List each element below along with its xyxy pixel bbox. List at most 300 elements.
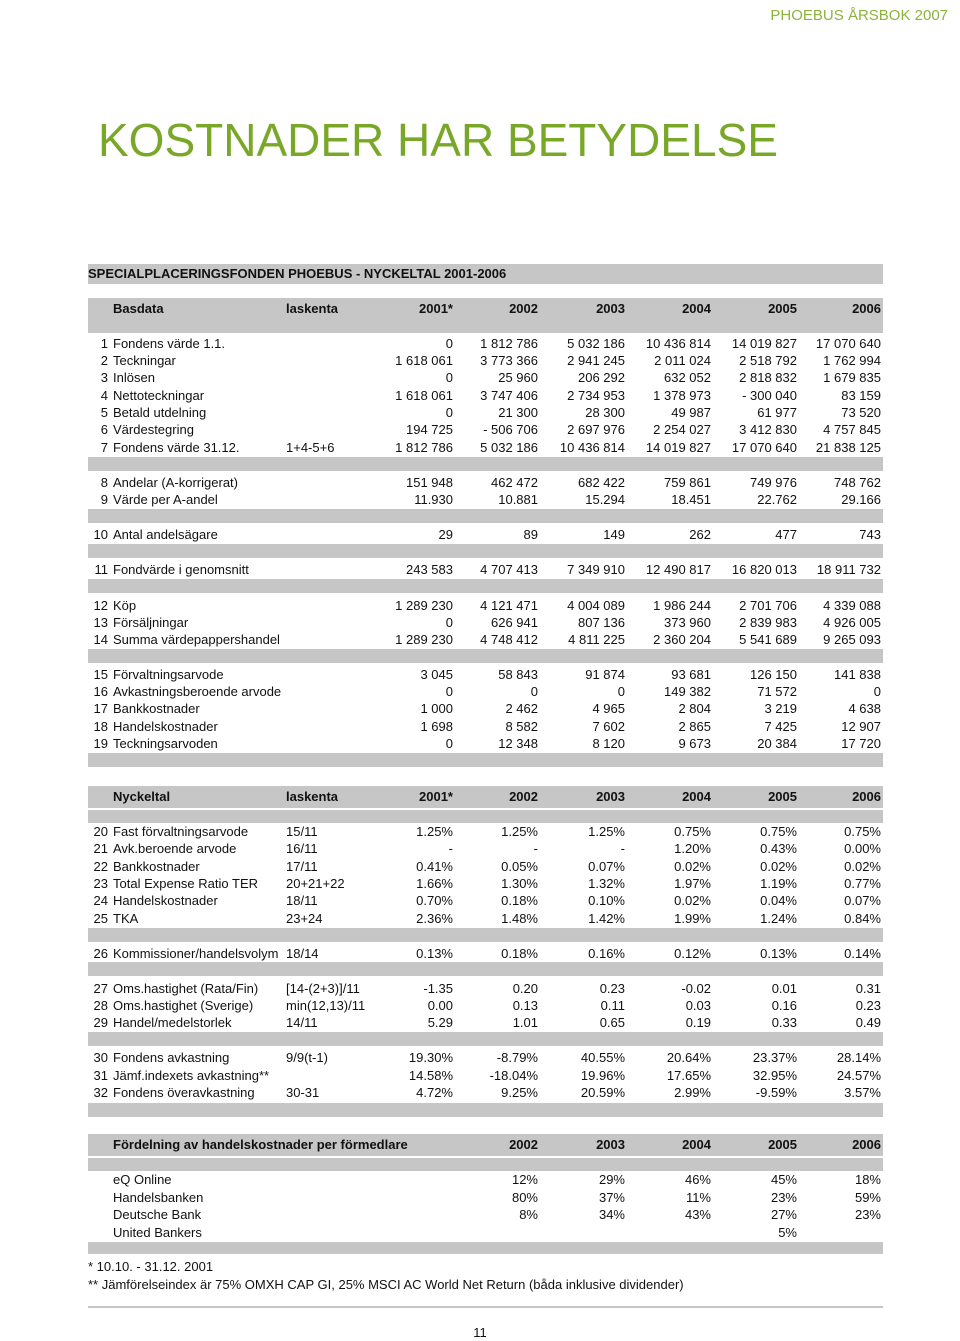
broker-row xyxy=(88,1171,883,1188)
row-value: 0 xyxy=(617,684,625,699)
row-value: 206 292 xyxy=(578,370,625,385)
broker-name: eQ Online xyxy=(113,1172,172,1187)
basdata-row xyxy=(88,369,883,386)
row-value: 28.14% xyxy=(836,1050,881,1065)
row-value: - 300 040 xyxy=(742,388,797,403)
row-value: 0.12% xyxy=(674,946,711,961)
row-formula: 17/11 xyxy=(286,859,318,874)
header-year: 2002 xyxy=(509,789,538,804)
row-value: 1.48% xyxy=(501,911,538,926)
row-number: 2 xyxy=(100,353,108,368)
row-value: 11.930 xyxy=(414,492,453,507)
row-value: -0.02 xyxy=(681,981,711,996)
row-number: 7 xyxy=(100,440,108,455)
broker-name: Deutsche Bank xyxy=(113,1207,202,1222)
row-value: 4 638 xyxy=(848,701,881,716)
header-formula: laskenta xyxy=(286,789,339,804)
header-year: 2002 xyxy=(509,1137,538,1152)
page-title: KOSTNADER HAR BETYDELSE xyxy=(98,114,778,166)
row-value: 1 698 xyxy=(420,719,453,734)
header-formula: laskenta xyxy=(286,301,339,316)
row-value: 12 907 xyxy=(841,719,881,734)
row-value: 748 762 xyxy=(834,475,881,490)
nyckeltal-row xyxy=(88,910,883,927)
row-value: 0.18% xyxy=(501,893,538,908)
row-value: 0 xyxy=(445,370,453,385)
row-value: 2 011 024 xyxy=(654,353,711,368)
row-value: 4 121 471 xyxy=(480,598,538,613)
row-value: 1 986 244 xyxy=(653,598,711,613)
row-value: -8.79% xyxy=(496,1050,538,1065)
row-value: 16 820 013 xyxy=(731,562,797,577)
header-year: 2005 xyxy=(768,301,797,316)
basdata-row xyxy=(88,735,883,752)
row-formula: 1+4-5+6 xyxy=(286,440,335,455)
row-value: 9 673 xyxy=(678,736,711,751)
row-value: 17 070 640 xyxy=(815,336,881,351)
row-value: 8 120 xyxy=(592,736,625,751)
row-value: 40.55% xyxy=(580,1050,625,1065)
row-value: 373 960 xyxy=(664,615,711,630)
row-label: Avkastningsberoende arvode xyxy=(113,684,282,699)
broker-row xyxy=(88,1224,883,1241)
row-value: 2 734 953 xyxy=(567,388,625,403)
basdata-row xyxy=(88,614,883,631)
row-label: Förvaltningsarvode xyxy=(113,667,224,682)
row-value: 1 618 061 xyxy=(395,353,453,368)
row-number: 29 xyxy=(93,1015,108,1030)
broker-share: 45% xyxy=(770,1172,797,1187)
row-value: 0.07% xyxy=(844,893,881,908)
row-value: 15.294 xyxy=(585,492,625,507)
header-year: 2005 xyxy=(768,789,797,804)
basdata-row xyxy=(88,404,883,421)
row-value: 8 582 xyxy=(505,719,538,734)
row-label: Jämf.indexets avkastning** xyxy=(113,1068,270,1083)
row-value: 4 707 413 xyxy=(480,562,538,577)
row-value: 9.25% xyxy=(501,1085,538,1100)
broker-share: 23% xyxy=(854,1207,881,1222)
row-value: 0.23 xyxy=(855,998,881,1013)
row-value: 2 941 245 xyxy=(567,353,625,368)
header-label: Nyckeltal xyxy=(113,789,171,804)
header-year: 2006 xyxy=(852,789,881,804)
row-label: Kommissioner/handelsvolym xyxy=(113,946,279,961)
row-value: 0.77% xyxy=(844,876,881,891)
grey-band xyxy=(88,810,883,823)
row-value: 10 436 814 xyxy=(645,336,711,351)
row-value: 262 xyxy=(689,527,711,542)
header-year: 2006 xyxy=(852,301,881,316)
row-value: 0.16% xyxy=(588,946,625,961)
row-value: 12 348 xyxy=(498,736,538,751)
row-value: 141 838 xyxy=(834,667,881,682)
row-value: 4.72% xyxy=(416,1085,453,1100)
row-value: 29.166 xyxy=(841,492,881,507)
row-value: 682 422 xyxy=(578,475,625,490)
header-year: 2003 xyxy=(596,301,625,316)
row-value: 83 159 xyxy=(841,388,881,403)
row-value: 1.30% xyxy=(501,876,538,891)
row-value: 0.02% xyxy=(760,859,797,874)
row-label: Bankkostnader xyxy=(113,859,200,874)
brokers-header xyxy=(88,1134,883,1156)
row-value: 19.30% xyxy=(408,1050,453,1065)
row-number: 12 xyxy=(93,598,108,613)
row-value: 1 618 061 xyxy=(395,388,453,403)
nyckeltal-header xyxy=(88,786,883,808)
row-value: 0.11 xyxy=(600,998,625,1013)
row-label: Fondens överavkastning xyxy=(113,1085,255,1100)
row-value: 0.05% xyxy=(501,859,538,874)
row-label: TKA xyxy=(113,911,139,926)
row-label: Betald utdelning xyxy=(113,405,207,420)
row-value: 3.57% xyxy=(844,1085,881,1100)
row-label: Nettoteckningar xyxy=(113,388,205,403)
nyckeltal-row xyxy=(88,823,883,840)
row-value: 4 004 089 xyxy=(567,598,625,613)
row-value: 17 070 640 xyxy=(731,440,797,455)
row-value: 0 xyxy=(445,336,453,351)
row-value: 24.57% xyxy=(836,1068,881,1083)
basdata-row xyxy=(88,474,883,491)
basdata-row xyxy=(88,561,883,578)
header-year: 2001* xyxy=(419,301,453,316)
row-number: 6 xyxy=(100,422,108,437)
basdata-row xyxy=(88,335,883,352)
row-formula: 9/9(t-1) xyxy=(286,1050,328,1065)
row-label: Handel/medelstorlek xyxy=(113,1015,232,1030)
row-value: 1.01 xyxy=(512,1015,538,1030)
row-value: 0 xyxy=(873,684,881,699)
nyckeltal-row xyxy=(88,1084,883,1101)
broker-row xyxy=(88,1189,883,1206)
broker-name: United Bankers xyxy=(113,1225,202,1240)
row-value: 4 757 845 xyxy=(823,422,881,437)
row-label: Oms.hastighet (Rata/Fin) xyxy=(113,981,259,996)
grey-band xyxy=(88,649,883,663)
basdata-row xyxy=(88,666,883,683)
row-value: 5 032 186 xyxy=(567,336,625,351)
row-value: 28 300 xyxy=(585,405,625,420)
row-value: 91 874 xyxy=(585,667,625,682)
row-label: Total Expense Ratio TER xyxy=(113,876,258,891)
row-value: 10.881 xyxy=(498,492,538,507)
row-value: 1.20% xyxy=(674,841,711,856)
row-value: 2 360 204 xyxy=(653,632,711,647)
basdata-row xyxy=(88,718,883,735)
row-value: 0.65 xyxy=(599,1015,625,1030)
header-year: 2004 xyxy=(682,301,711,316)
row-value: 17.65% xyxy=(666,1068,711,1083)
row-number: 22 xyxy=(93,859,108,874)
row-value: 19.96% xyxy=(580,1068,625,1083)
header-year: 2004 xyxy=(682,1137,711,1152)
row-value: 0.02% xyxy=(674,893,711,908)
row-value: 0.75% xyxy=(760,824,797,839)
row-value: 1.25% xyxy=(416,824,453,839)
header-label: Fördelning av handelskostnader per förmedlare xyxy=(113,1137,408,1152)
row-value: 18 911 732 xyxy=(816,562,881,577)
row-value: 23.37% xyxy=(752,1050,797,1065)
row-label: Andelar (A-korrigerat) xyxy=(113,475,238,490)
row-label: Handelskostnader xyxy=(113,893,218,908)
row-value: 14 019 827 xyxy=(645,440,711,455)
row-value: 0 xyxy=(445,615,453,630)
row-number: 10 xyxy=(93,527,108,542)
basdata-row xyxy=(88,526,883,543)
nyckeltal-row xyxy=(88,840,883,857)
row-value: 2 462 xyxy=(505,701,538,716)
basdata-row xyxy=(88,352,883,369)
row-value: 0.00% xyxy=(844,841,881,856)
row-value: 0.75% xyxy=(844,824,881,839)
row-value: 0.00 xyxy=(427,998,453,1013)
row-value: 3 747 406 xyxy=(480,388,538,403)
row-label: Antal andelsägare xyxy=(113,527,218,542)
page-number: 11 xyxy=(473,1325,487,1340)
row-number: 14 xyxy=(93,632,108,647)
row-value: 25 960 xyxy=(498,370,538,385)
broker-share: 43% xyxy=(684,1207,711,1222)
row-value: 1 762 994 xyxy=(823,353,881,368)
row-number: 21 xyxy=(93,841,108,856)
row-value: 0.16 xyxy=(771,998,797,1013)
row-value: 32.95% xyxy=(752,1068,797,1083)
row-value: 0.04% xyxy=(760,893,797,908)
grey-band xyxy=(88,1032,883,1046)
row-label: Värdestegring xyxy=(113,422,194,437)
row-label: Fondvärde i genomsnitt xyxy=(113,562,249,577)
row-value: 1 679 835 xyxy=(823,370,881,385)
row-formula: 18/14 xyxy=(286,946,319,961)
row-value: 1.25% xyxy=(501,824,538,839)
row-number: 17 xyxy=(93,701,108,716)
row-number: 15 xyxy=(93,667,108,682)
row-number: 30 xyxy=(93,1050,108,1065)
row-number: 16 xyxy=(93,684,108,699)
row-value: 1 812 786 xyxy=(480,336,538,351)
broker-name: Handelsbanken xyxy=(113,1190,204,1205)
row-value: 0.13% xyxy=(416,946,453,961)
row-value: 0.31 xyxy=(855,981,881,996)
row-value: 20 384 xyxy=(757,736,797,751)
row-value: 743 xyxy=(859,527,881,542)
row-value: 3 773 366 xyxy=(480,353,538,368)
row-value: 4 339 088 xyxy=(823,598,881,613)
row-number: 31 xyxy=(93,1068,108,1083)
white-gap xyxy=(88,284,883,297)
header-year: 2003 xyxy=(596,789,625,804)
row-number: 18 xyxy=(93,719,108,734)
row-label: Inlösen xyxy=(113,370,155,385)
basdata-row xyxy=(88,421,883,438)
row-label: Summa värdepappershandel xyxy=(113,632,280,647)
row-formula: 20+21+22 xyxy=(286,876,345,891)
row-value: 0.75% xyxy=(674,824,711,839)
row-value: 71 572 xyxy=(757,684,797,699)
row-value: 29 xyxy=(438,527,453,542)
row-value: 759 861 xyxy=(664,475,711,490)
row-value: 22.762 xyxy=(757,492,797,507)
row-formula: 16/11 xyxy=(286,841,318,856)
row-value: 3 219 xyxy=(764,701,797,716)
row-value: 0.84% xyxy=(844,911,881,926)
row-value: 93 681 xyxy=(671,667,711,682)
row-value: 807 136 xyxy=(578,615,625,630)
row-label: Teckningsarvoden xyxy=(113,736,218,751)
row-value: 1.99% xyxy=(674,911,711,926)
header-label: Basdata xyxy=(113,301,164,316)
row-value: 151 948 xyxy=(406,475,453,490)
row-value: 0.41% xyxy=(416,859,453,874)
grey-band xyxy=(88,1242,883,1254)
row-value: 0.02% xyxy=(844,859,881,874)
row-label: Handelskostnader xyxy=(113,719,218,734)
row-value: 89 xyxy=(523,527,538,542)
nyckeltal-row xyxy=(88,858,883,875)
row-value: 14 019 827 xyxy=(731,336,797,351)
row-number: 11 xyxy=(94,562,108,577)
row-value: 10 436 814 xyxy=(559,440,625,455)
row-number: 24 xyxy=(93,893,108,908)
row-label: Fondens värde 31.12. xyxy=(113,440,240,455)
grey-band xyxy=(88,457,883,471)
row-value: 1 289 230 xyxy=(395,632,453,647)
row-value: 149 382 xyxy=(664,684,711,699)
row-number: 3 xyxy=(100,370,108,385)
broker-share: 18% xyxy=(854,1172,881,1187)
basdata-row xyxy=(88,683,883,700)
nyckeltal-row xyxy=(88,1067,883,1084)
row-value: 1 289 230 xyxy=(395,598,453,613)
row-value: 4 926 005 xyxy=(823,615,881,630)
nyckeltal-row xyxy=(88,1049,883,1066)
row-formula: 18/11 xyxy=(286,893,318,908)
table-title: SPECIALPLACERINGSFONDEN PHOEBUS - NYCKELTAL 2001-2006 xyxy=(88,264,883,284)
row-label: Teckningar xyxy=(113,353,176,368)
row-label: Värde per A-andel xyxy=(113,492,218,507)
broker-share: 80% xyxy=(511,1190,538,1205)
row-number: 27 xyxy=(93,981,108,996)
row-number: 20 xyxy=(93,824,108,839)
row-value: 14.58% xyxy=(408,1068,453,1083)
row-value: -18.04% xyxy=(489,1068,538,1083)
nyckeltal-row xyxy=(88,997,883,1014)
row-number: 32 xyxy=(93,1085,108,1100)
row-value: 1.42% xyxy=(588,911,625,926)
grey-band xyxy=(88,544,883,558)
row-label: Köp xyxy=(113,598,137,613)
row-value: 61 977 xyxy=(757,405,797,420)
broker-share: 59% xyxy=(854,1190,881,1205)
row-value: 4 965 xyxy=(592,701,625,716)
row-value: 632 052 xyxy=(664,370,711,385)
nyckeltal-row xyxy=(88,892,883,909)
row-value: 0.18% xyxy=(501,946,538,961)
row-value: 5 541 689 xyxy=(739,632,797,647)
row-value: 2 804 xyxy=(678,701,711,716)
row-value: 7 425 xyxy=(764,719,797,734)
footer-divider xyxy=(88,1306,883,1308)
row-value: 2 518 792 xyxy=(739,353,797,368)
row-value: 20.64% xyxy=(666,1050,711,1065)
row-value: 49 987 xyxy=(671,405,711,420)
row-value: 1.32% xyxy=(588,876,625,891)
row-value: 243 583 xyxy=(406,562,453,577)
nyckeltal-row xyxy=(88,980,883,997)
nyckeltal-row xyxy=(88,945,883,962)
row-value: 0.49 xyxy=(855,1015,881,1030)
nyckeltal-row xyxy=(88,1014,883,1031)
row-value: 1 812 786 xyxy=(395,440,453,455)
row-value: 0.43% xyxy=(760,841,797,856)
header-year: 2006 xyxy=(852,1137,881,1152)
row-value: 0.07% xyxy=(588,859,625,874)
row-value: 1.24% xyxy=(760,911,797,926)
row-value: 1.25% xyxy=(588,824,625,839)
broker-share: 34% xyxy=(598,1207,625,1222)
grey-band xyxy=(88,320,883,333)
row-number: 25 xyxy=(93,911,108,926)
row-value: 7 602 xyxy=(592,719,625,734)
row-value: 626 941 xyxy=(491,615,538,630)
row-value: 73 520 xyxy=(841,405,881,420)
broker-share: 12% xyxy=(511,1172,538,1187)
row-formula: [14-(2+3)]/11 xyxy=(286,981,360,996)
row-value: 1 378 973 xyxy=(653,388,711,403)
row-value: 0.33 xyxy=(771,1015,797,1030)
row-value: 1.97% xyxy=(674,876,711,891)
row-value: 0 xyxy=(445,405,453,420)
basdata-row xyxy=(88,700,883,717)
footnote-period: * 10.10. - 31.12. 2001 xyxy=(88,1259,214,1274)
row-formula: 23+24 xyxy=(286,911,323,926)
row-number: 9 xyxy=(100,492,108,507)
basdata-row xyxy=(88,597,883,614)
grey-band xyxy=(88,579,883,593)
row-value: 0.02% xyxy=(674,859,711,874)
row-number: 5 xyxy=(100,405,108,420)
row-value: 2.99% xyxy=(674,1085,711,1100)
grey-band xyxy=(88,1103,883,1117)
row-value: 2 701 706 xyxy=(739,598,797,613)
row-value: -1.35 xyxy=(423,981,453,996)
row-value: 21 300 xyxy=(498,405,538,420)
row-value: 3 412 830 xyxy=(739,422,797,437)
header-year: 2001* xyxy=(419,789,453,804)
row-value: 194 725 xyxy=(406,422,453,437)
row-value: 4 811 225 xyxy=(568,632,625,647)
basdata-header xyxy=(88,298,883,320)
row-value: 149 xyxy=(603,527,625,542)
row-value: 0.20 xyxy=(512,981,538,996)
row-value: 126 150 xyxy=(750,667,797,682)
row-label: Fondens avkastning xyxy=(113,1050,230,1065)
row-value: 7 349 910 xyxy=(567,562,625,577)
row-number: 19 xyxy=(93,736,108,751)
row-value: 2 839 983 xyxy=(739,615,797,630)
row-value: 1 000 xyxy=(420,701,453,716)
row-label: Fondens värde 1.1. xyxy=(113,336,226,351)
broker-share: 27% xyxy=(770,1207,797,1222)
row-value: 58 843 xyxy=(498,667,538,682)
running-header: PHOEBUS ÅRSBOK 2007 xyxy=(770,7,948,24)
row-value: 1.66% xyxy=(416,876,453,891)
row-value: 3 045 xyxy=(420,667,453,682)
grey-band xyxy=(88,928,883,942)
row-value: 4 748 412 xyxy=(480,632,538,647)
